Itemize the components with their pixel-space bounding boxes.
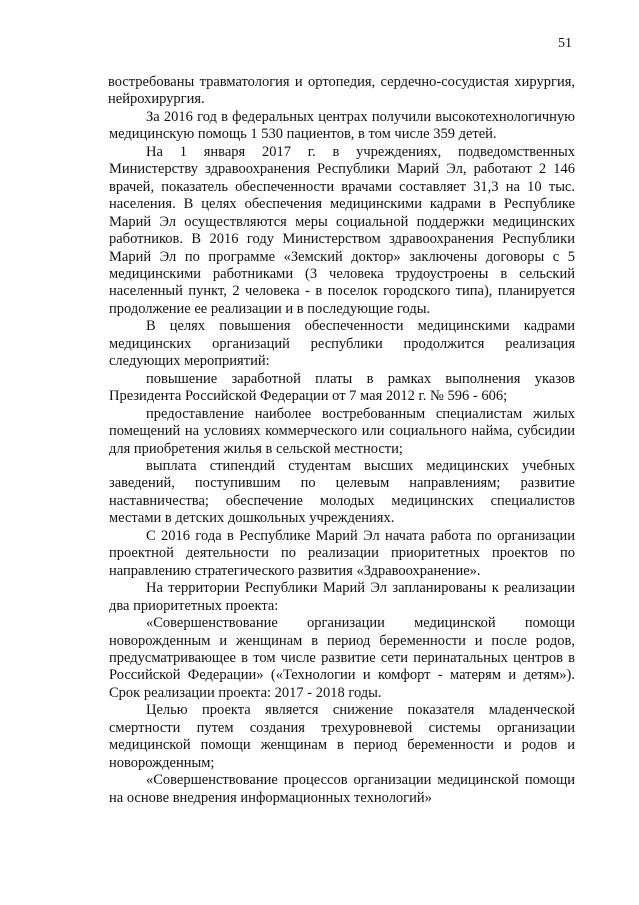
paragraph: С 2016 года в Республике Марий Эл начата работа по организации проектной деятельности по реализации приоритетных проектов по направлению стратегического развития «Здравоохранение». xyxy=(109,527,575,579)
page-number: 51 xyxy=(558,36,572,51)
paragraph: повышение заработной платы в рамках выполнения указов Президента Российской Федерации от 7 мая 2012 г. № 596 - 606; xyxy=(109,370,575,405)
paragraph: В целях повышения обеспеченности медицинскими кадрами медицинских организаций республики продолжится реализация следующих мероприятий: xyxy=(109,318,575,370)
body-text xyxy=(109,74,575,807)
paragraph: востребованы травматология и ортопедия, сердечно-сосудистая хирургия, нейрохирургия. xyxy=(108,74,575,108)
paragraph: «Совершенствование организации медицинской помощи новорожденным и женщинам в период беременности и после родов, предусматривающее в том числе развитие сети перинатальных центров в Российской Федерации» («Технологии и комфорт - матерям и детям»). Срок реализации проекта: 2017 - 2018 годы. xyxy=(109,615,575,701)
paragraph: На территории Республики Марий Эл запланированы к реализации два приоритетных проекта: xyxy=(109,580,575,614)
paragraph: предоставление наиболее востребованным специалистам жилых помещений на условиях коммерческого или социального найма, субсидии для приобретения жилья в сельской местности; xyxy=(109,405,575,457)
paragraph: За 2016 год в федеральных центрах получили высокотехнологичную медицинскую помощь 1 530 пациентов, в том числе 359 детей. xyxy=(109,108,575,143)
paragraph: выплата стипендий студентам высших медицинских учебных заведений, поступившим по целевым направлениям; развитие наставничества; обеспечение молодых медицинских специалистов местами в детских дошкольных учреждениях. xyxy=(109,457,575,527)
paragraph: «Совершенствование процессов организации медицинской помощи на основе внедрения информационных технологий» xyxy=(109,772,575,806)
paragraph: Целью проекта является снижение показателя младенческой смертности путем создания трехуровневой системы организации медицинской помощи женщинам в период беременности и родов и новорожденным; xyxy=(109,702,575,771)
paragraph: На 1 января 2017 г. в учреждениях, подведомственных Министерству здравоохранения Республики Марий Эл, работают 2 146 врачей, показатель обеспеченности врачами составляет 31,3 на 10 тыс. населения. В целях обеспечения медицинскими кадрами в Республике Марий Эл осуществляются меры социальной поддержки медицинских работников. В 2016 году Министерством здравоохранения Республики Марий Эл по программе «Земский доктор» заключены договоры с 5 медицинскими работниками (3 человека трудоустроены в сельский населенный пункт, 2 человека - в поселок городского типа), планируется продолжение ее реализации и в последующие годы. xyxy=(109,143,575,317)
